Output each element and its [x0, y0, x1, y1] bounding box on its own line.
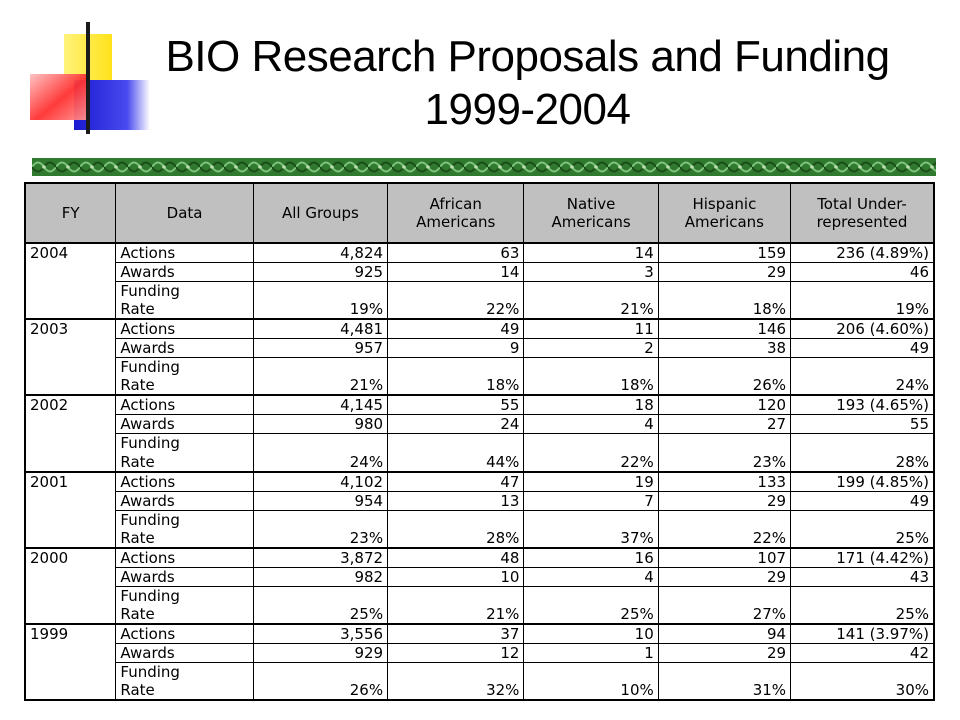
table-row: [25, 472, 934, 492]
cell-awards-value: 982: [253, 567, 387, 586]
cell-actions-value: 19: [524, 472, 658, 492]
cell-actions-value: 171 (4.42%): [791, 548, 934, 568]
cell-awards-value: 24: [388, 415, 524, 434]
cell-label-rate: Rate: [116, 681, 253, 700]
cell-rate-value: 22%: [658, 510, 790, 548]
decorative-divider-bar: [32, 158, 936, 176]
cell-rate-value: 21%: [524, 282, 658, 320]
cell-label-awards: Awards: [116, 567, 253, 586]
cell-actions-value: 94: [658, 624, 790, 644]
header-native-americans: Native Americans: [524, 183, 658, 243]
cell-awards-value: 954: [253, 491, 387, 510]
cell-awards-value: 7: [524, 491, 658, 510]
cell-fy: 2003: [25, 319, 116, 395]
cell-actions-value: 4,102: [253, 472, 387, 492]
cell-actions-value: 206 (4.60%): [791, 319, 934, 339]
cell-actions-value: 159: [658, 243, 790, 263]
cell-rate-value: 26%: [253, 662, 387, 700]
cell-label-actions: Actions: [116, 395, 253, 415]
cell-awards-value: 43: [791, 567, 934, 586]
cell-actions-value: 14: [524, 243, 658, 263]
table-row: [25, 567, 934, 586]
cell-actions-value: 4,481: [253, 319, 387, 339]
cell-actions-value: 236 (4.89%): [791, 243, 934, 263]
header-african-americans: African Americans: [388, 183, 524, 243]
cell-awards-value: 13: [388, 491, 524, 510]
table-row: [25, 624, 934, 644]
cell-actions-value: 18: [524, 395, 658, 415]
cell-awards-value: 38: [658, 339, 790, 358]
table-row: [25, 510, 934, 529]
header-fy: FY: [25, 183, 116, 243]
cell-label-awards: Awards: [116, 263, 253, 282]
cell-rate-value: 44%: [388, 434, 524, 472]
cell-rate-value: 25%: [524, 586, 658, 624]
cell-awards-value: 29: [658, 491, 790, 510]
cell-rate-value: 27%: [658, 586, 790, 624]
cell-actions-value: 4,824: [253, 243, 387, 263]
cell-awards-value: 925: [253, 263, 387, 282]
table-body: [25, 243, 934, 700]
cell-rate-value: 10%: [524, 662, 658, 700]
cell-rate-value: 22%: [524, 434, 658, 472]
cell-rate-value: 26%: [658, 358, 790, 396]
cell-actions-value: 63: [388, 243, 524, 263]
cell-actions-value: 4,145: [253, 395, 387, 415]
cell-fy: 2004: [25, 243, 116, 319]
cell-awards-value: 929: [253, 643, 387, 662]
cell-label-rate: Rate: [116, 300, 253, 319]
cell-awards-value: 4: [524, 415, 658, 434]
cell-label-rate: Rate: [116, 605, 253, 624]
cell-awards-value: 29: [658, 263, 790, 282]
cell-actions-value: 107: [658, 548, 790, 568]
cell-rate-value: 37%: [524, 510, 658, 548]
cell-actions-value: 3,556: [253, 624, 387, 644]
cell-rate-value: 28%: [388, 510, 524, 548]
cell-awards-value: 29: [658, 567, 790, 586]
cell-label-awards: Awards: [116, 415, 253, 434]
table-header-row: [25, 183, 934, 243]
cell-awards-value: 14: [388, 263, 524, 282]
cell-label-actions: Actions: [116, 624, 253, 644]
cell-awards-value: 12: [388, 643, 524, 662]
cell-fy: 1999: [25, 624, 116, 700]
cell-label-actions: Actions: [116, 548, 253, 568]
cell-awards-value: 49: [791, 339, 934, 358]
cell-actions-value: 49: [388, 319, 524, 339]
cell-actions-value: 199 (4.85%): [791, 472, 934, 492]
cell-label-actions: Actions: [116, 243, 253, 263]
slide-title: [95, 30, 960, 136]
cell-rate-value: 23%: [253, 510, 387, 548]
cell-fy: 2000: [25, 548, 116, 624]
cell-actions-value: 16: [524, 548, 658, 568]
cell-awards-value: 2: [524, 339, 658, 358]
table-row: [25, 282, 934, 301]
table-row: [25, 548, 934, 568]
funding-table: [24, 182, 935, 701]
cell-label-rate: Rate: [116, 453, 253, 472]
cell-label-awards: Awards: [116, 643, 253, 662]
cell-awards-value: 9: [388, 339, 524, 358]
cell-label-actions: Actions: [116, 472, 253, 492]
cell-label-rate: Rate: [116, 529, 253, 548]
table-row: [25, 263, 934, 282]
cell-rate-value: 21%: [388, 586, 524, 624]
cell-awards-value: 10: [388, 567, 524, 586]
cell-label-funding: Funding: [116, 434, 253, 453]
cell-actions-value: 120: [658, 395, 790, 415]
cell-rate-value: 19%: [253, 282, 387, 320]
table-row: [25, 339, 934, 358]
cell-rate-value: 32%: [388, 662, 524, 700]
table-row: [25, 319, 934, 339]
table-row: [25, 395, 934, 415]
cell-rate-value: 25%: [791, 586, 934, 624]
cell-rate-value: 25%: [253, 586, 387, 624]
table-row: [25, 491, 934, 510]
header-hispanic-americans: Hispanic Americans: [658, 183, 790, 243]
header-all-groups: All Groups: [253, 183, 387, 243]
cell-label-funding: Funding: [116, 662, 253, 681]
cell-rate-value: 23%: [658, 434, 790, 472]
header-data: Data: [116, 183, 253, 243]
cell-fy: 2001: [25, 472, 116, 548]
funding-table-container: [24, 182, 935, 700]
cell-rate-value: 24%: [253, 434, 387, 472]
cell-awards-value: 980: [253, 415, 387, 434]
table-row: [25, 434, 934, 453]
cell-awards-value: 4: [524, 567, 658, 586]
table-row: [25, 586, 934, 605]
cell-awards-value: 27: [658, 415, 790, 434]
table-row: [25, 243, 934, 263]
cell-actions-value: 48: [388, 548, 524, 568]
cell-actions-value: 133: [658, 472, 790, 492]
cell-label-awards: Awards: [116, 491, 253, 510]
cell-fy: 2002: [25, 395, 116, 471]
cell-awards-value: 55: [791, 415, 934, 434]
cell-label-funding: Funding: [116, 358, 253, 377]
cell-actions-value: 10: [524, 624, 658, 644]
cell-rate-value: 19%: [791, 282, 934, 320]
cell-actions-value: 3,872: [253, 548, 387, 568]
cell-awards-value: 46: [791, 263, 934, 282]
table-row: [25, 643, 934, 662]
cell-actions-value: 146: [658, 319, 790, 339]
cell-label-actions: Actions: [116, 319, 253, 339]
table-row: [25, 415, 934, 434]
cell-rate-value: 30%: [791, 662, 934, 700]
cell-rate-value: 28%: [791, 434, 934, 472]
cell-rate-value: 24%: [791, 358, 934, 396]
cell-rate-value: 22%: [388, 282, 524, 320]
cell-actions-value: 193 (4.65%): [791, 395, 934, 415]
cell-awards-value: 3: [524, 263, 658, 282]
cell-label-rate: Rate: [116, 376, 253, 395]
cell-label-funding: Funding: [116, 282, 253, 301]
cell-label-funding: Funding: [116, 586, 253, 605]
cell-actions-value: 141 (3.97%): [791, 624, 934, 644]
cell-rate-value: 25%: [791, 510, 934, 548]
title-line-1: BIO Research Proposals and Funding: [165, 32, 890, 81]
cell-awards-value: 1: [524, 643, 658, 662]
cell-rate-value: 18%: [388, 358, 524, 396]
cell-label-awards: Awards: [116, 339, 253, 358]
table-row: [25, 662, 934, 681]
cell-actions-value: 11: [524, 319, 658, 339]
cell-actions-value: 47: [388, 472, 524, 492]
cell-rate-value: 18%: [524, 358, 658, 396]
table-row: [25, 358, 934, 377]
cell-rate-value: 18%: [658, 282, 790, 320]
cell-awards-value: 29: [658, 643, 790, 662]
cell-awards-value: 957: [253, 339, 387, 358]
cell-awards-value: 42: [791, 643, 934, 662]
cell-rate-value: 31%: [658, 662, 790, 700]
title-line-2: 1999-2004: [424, 85, 631, 134]
cell-awards-value: 49: [791, 491, 934, 510]
cell-actions-value: 55: [388, 395, 524, 415]
cell-actions-value: 37: [388, 624, 524, 644]
cell-label-funding: Funding: [116, 510, 253, 529]
header-total-underrepresented: Total Under- represented: [791, 183, 934, 243]
cell-rate-value: 21%: [253, 358, 387, 396]
